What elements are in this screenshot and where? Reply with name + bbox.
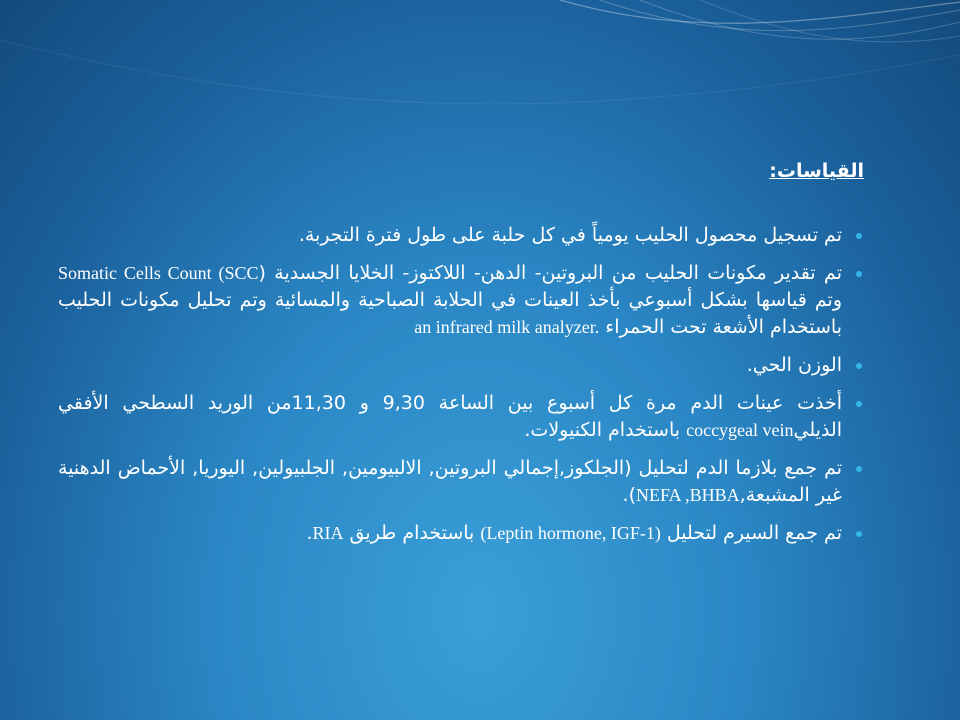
bullet-text: .: [306, 522, 313, 544]
bullet-item: [58, 520, 864, 547]
bullet-text: باستخدام طريق: [343, 522, 481, 544]
bullet-item: [58, 390, 864, 444]
bullet-text: الوزن الحي.: [746, 354, 842, 376]
bullet-latin-term: coccygeal vein: [686, 420, 794, 440]
bullet-dot-icon: [856, 531, 862, 537]
slide-content: [58, 160, 864, 558]
decorative-swoosh-lines: [0, 0, 960, 160]
slide-heading: القياسات:: [769, 160, 864, 182]
bullet-dot-icon: [856, 233, 862, 239]
bullet-dot-icon: [856, 271, 862, 277]
bullet-text: أخذت عينات الدم مرة كل أسبوع بين الساعة 9,30 و 11,30من الوريد السطحي الأفقي الذيلي: [58, 392, 842, 441]
bullet-text: تم جمع السيرم لتحليل: [660, 522, 842, 544]
bullet-dot-icon: [856, 466, 862, 472]
bullet-text: باستخدام الكنيولات.: [524, 419, 687, 441]
bullet-latin-term: Somatic Cells Count (SCC: [58, 263, 259, 283]
bullet-latin-term: an infrared milk analyzer.: [414, 317, 600, 337]
bullet-text: تم تسجيل محصول الحليب يومياً في كل حلبة على طول فترة التجربة.: [298, 224, 842, 246]
bullet-dot-icon: [856, 401, 862, 407]
bullet-dot-icon: [856, 363, 862, 369]
bullet-item: [58, 352, 864, 379]
bullet-latin-term: NEFA ,BHBA: [635, 485, 740, 505]
bullet-latin-term: (Leptin hormone, IGF-1): [480, 523, 661, 543]
bullet-latin-term: RIA: [312, 523, 344, 543]
bullet-list: [58, 222, 864, 547]
bullet-item: [58, 260, 864, 341]
bullet-text: وتم قياسها بشكل أسبوعي بأخذ العينات في الحلابة الصباحية والمسائية وتم تحليل مكونات الحليب باستخدام الأشعة تحت الحمراء: [58, 289, 842, 338]
bullet-item: [58, 455, 864, 509]
bullet-text: تم تقدير مكونات الحليب من البروتين- الدهن- اللاكتوز- الخلايا الجسدية (: [258, 262, 842, 284]
bullet-item: [58, 222, 864, 249]
bullet-text: تم جمع بلازما الدم لتحليل (الجلكوز,إجمالي البروتين, الالبيومين, الجلبيولين, اليوريا, الأحماض الدهنية غير المشبعة,: [58, 457, 842, 506]
bullet-text: ).: [622, 484, 636, 506]
